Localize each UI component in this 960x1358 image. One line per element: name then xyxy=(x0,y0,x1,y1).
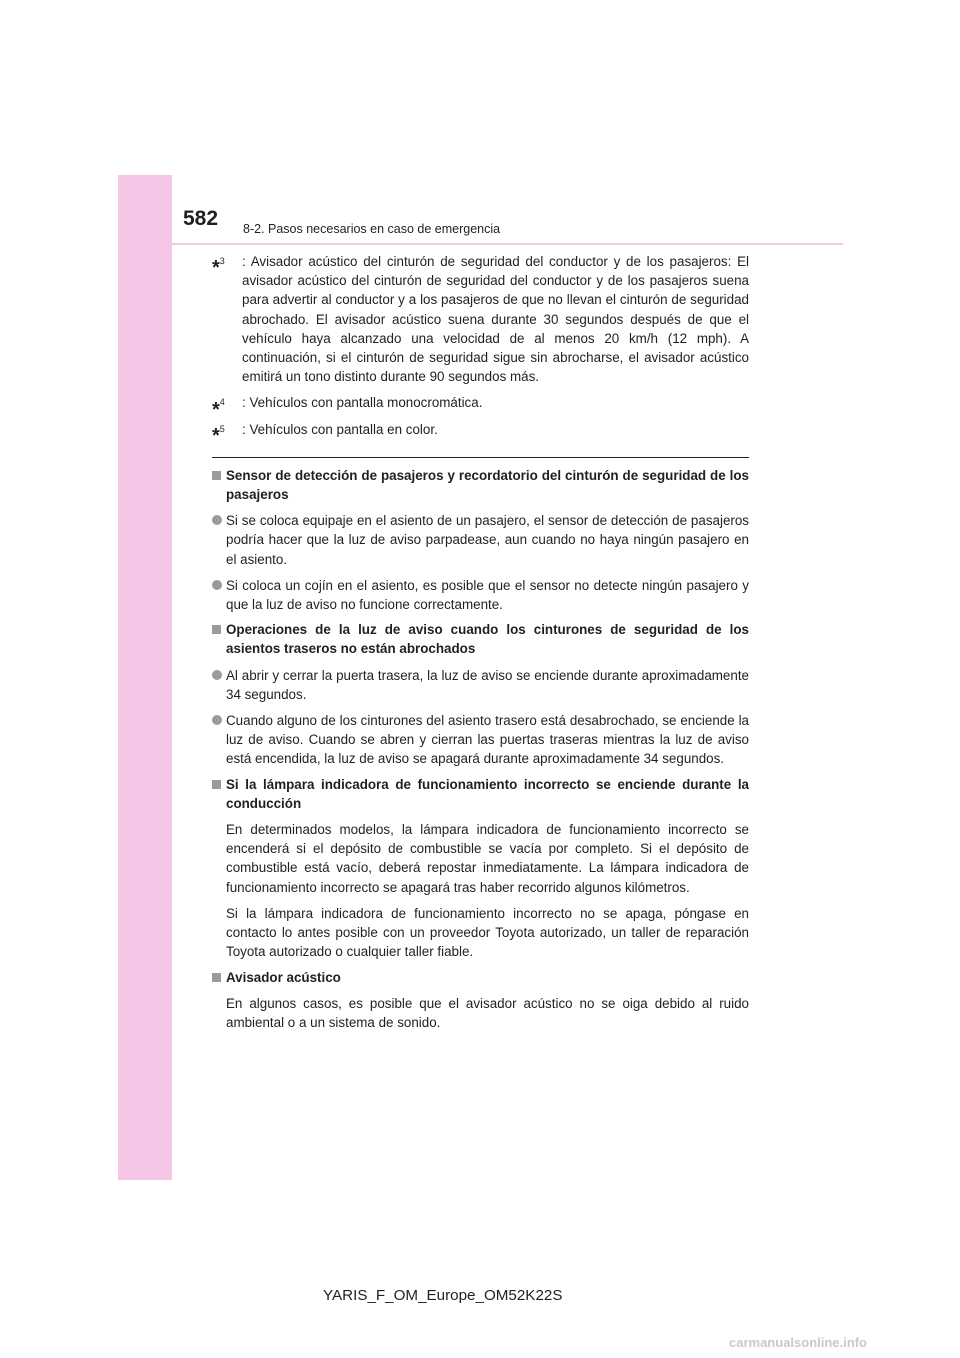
divider xyxy=(212,457,749,458)
section-heading: Operaciones de la luz de aviso cuando los cinturones de seguridad de los asientos traseros no están abrochados xyxy=(226,622,749,657)
section-heading: Avisador acústico xyxy=(226,969,341,985)
section-passenger-sensor xyxy=(212,466,749,504)
footnote-marker: *$^4$ xyxy=(212,397,225,421)
footnote-5 xyxy=(212,420,749,448)
list-item: Al abrir y cerrar la puerta trasera, la luz de aviso se enciende durante aproximadamente 34 segundos. xyxy=(212,666,749,704)
round-bullet-icon xyxy=(212,515,222,525)
section-heading: Sensor de detección de pasajeros y recordatorio del cinturón de seguridad de los pasajeros xyxy=(226,467,749,503)
watermark: carmanualsonline.info xyxy=(729,1335,867,1350)
section-rear-seatbelt-warning xyxy=(212,620,749,658)
page-content xyxy=(212,252,749,1032)
paragraph: Si la lámpara indicadora de funcionamiento incorrecto no se apaga, póngase en contacto lo antes posible con un proveedor Toyota autorizado, un taller de reparación Toyota autorizado o cualquier taller fiable. xyxy=(226,905,749,960)
square-bullet-icon xyxy=(212,973,221,982)
square-bullet-icon xyxy=(212,625,221,634)
list-item: Si coloca un cojín en el asiento, es posible que el sensor no detecte ningún pasajero y que la luz de aviso no funcione correctamente. xyxy=(212,576,749,614)
footnote-marker: *$^5$ xyxy=(212,423,225,448)
round-bullet-icon xyxy=(212,670,222,680)
footnote-4 xyxy=(212,393,749,421)
document-code: YARIS_F_OM_Europe_OM52K22S xyxy=(323,1287,563,1304)
footnote-3 xyxy=(212,252,749,386)
section-buzzer xyxy=(212,968,749,1033)
round-bullet-icon xyxy=(212,580,222,590)
section-malfunction-lamp xyxy=(212,775,749,962)
list-item: Cuando alguno de los cinturones del asiento trasero está desabrochado, se enciende la luz de aviso. Cuando se abren y cierran las puertas traseras mientras la luz de aviso está encendida, la luz de aviso se apagará durante aproximadamente 34 segundos. xyxy=(212,711,749,769)
page-number: 582 xyxy=(183,207,219,230)
section-heading: Si la lámpara indicadora de funcionamiento incorrecto se enciende durante la conducción xyxy=(226,776,749,811)
section-title: 8-2. Pasos necesarios en caso de emergencia xyxy=(243,222,501,236)
square-bullet-icon xyxy=(212,780,221,789)
round-bullet-icon xyxy=(212,715,222,725)
footnote-text: : Vehículos con pantalla en color. xyxy=(242,421,438,437)
paragraph: En algunos casos, es posible que el avisador acústico no se oiga debido al ruido ambiental o a un sistema de sonido. xyxy=(226,995,749,1030)
footnote-marker: *$^3$ xyxy=(212,256,225,280)
square-bullet-icon xyxy=(212,471,221,480)
page-edge-tab xyxy=(118,175,172,1180)
paragraph: En determinados modelos, la lámpara indicadora de funcionamiento incorrecto se encenderá si el depósito de combustible se vacía por completo. Si el depósito de combustible está vacío, deberá repostar inmediatamente. La lámpara indicadora de funcionamiento incorrecto se apagará tras haber recorrido algunos kilómetros. xyxy=(226,822,749,895)
footnote-text: : Avisador acústico del cinturón de seguridad del conductor y de los pasajeros: El avisador acústico del cinturón de seguridad del conductor y de los pasajeros suena para advertir al conductor y a los pasajeros de que no llevan el cinturón de seguridad abrochado. El avisador acústico suena durante 30 segundos después de que el vehículo haya alcanzado una velocidad de al menos 20 km/h (12 mph). A continuación, si el cinturón de seguridad sigue sin abrocharse, el avisador acústico emitirá un tono distinto durante 90 segundos más. xyxy=(242,254,749,385)
header-rule xyxy=(172,243,843,245)
list-item: Si se coloca equipaje en el asiento de un pasajero, el sensor de detección de pasajeros podría hacer que la luz de aviso parpadease, aun cuando no haya ningún pasajero en el asiento. xyxy=(212,511,749,569)
footnote-text: : Vehículos con pantalla monocromática. xyxy=(242,395,483,411)
